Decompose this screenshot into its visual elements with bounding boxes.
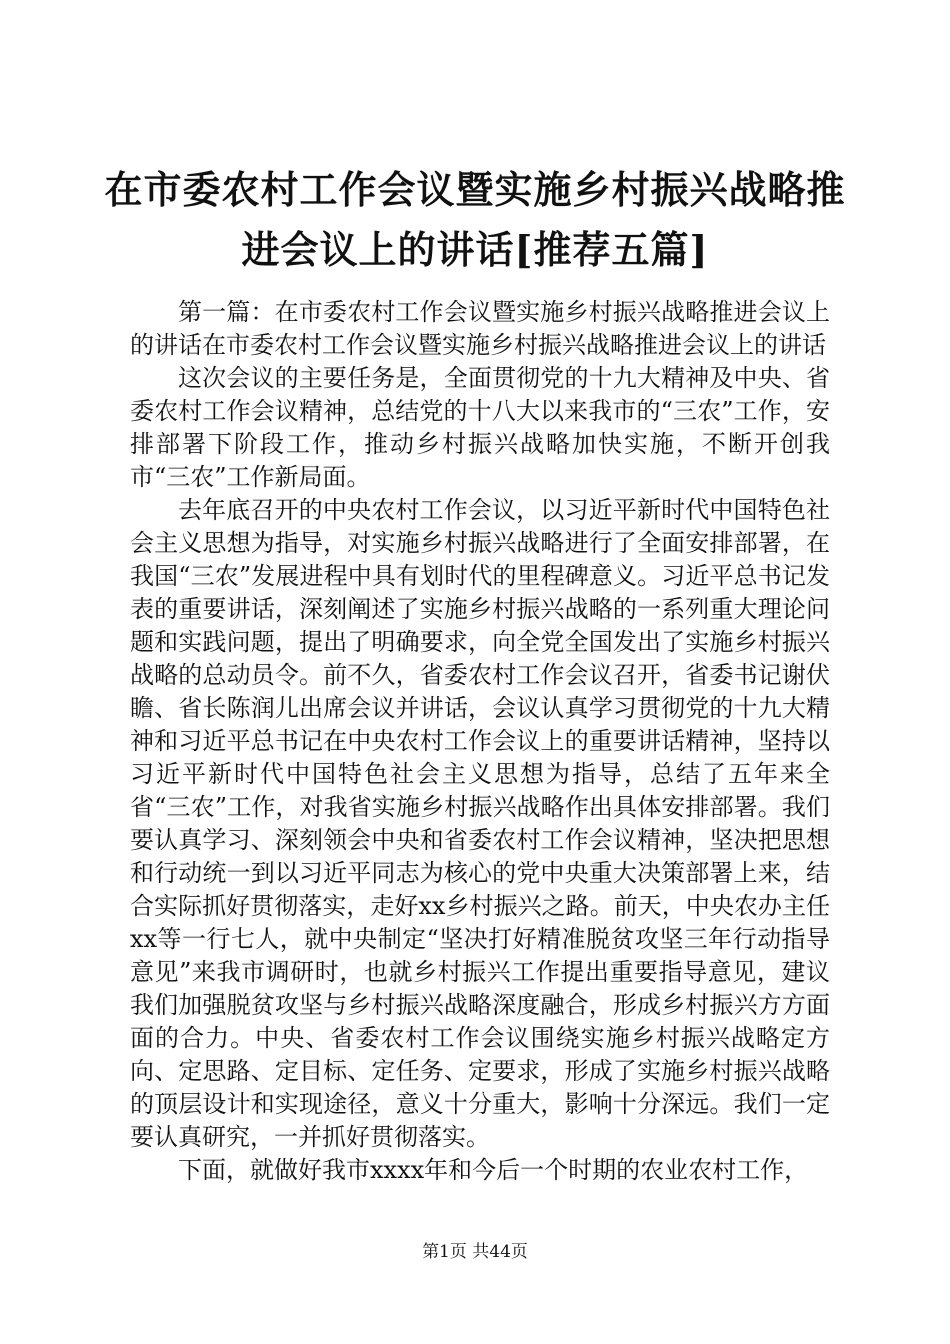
paragraph-1: 第一篇：在市委农村工作会议暨实施乡村振兴战略推进会议上的讲话在市委农村工作会议暨实施乡村振兴战略推进会议上的讲话: [130, 298, 830, 359]
page-number-footer: 第1页 共44页: [422, 1242, 528, 1262]
document-body: [130, 296, 830, 1187]
paragraph-4: 下面，就做好我市xxxx年和今后一个时期的农业农村工作，: [178, 1156, 809, 1184]
paragraph-2: 这次会议的主要任务是，全面贯彻党的十九大精神及中央、省委农村工作会议精神，总结党的十八大以来我市的“三农”工作，安排部署下阶段工作，推动乡村振兴战略加快实施，不断开创我市“三农”工作新局面。: [130, 364, 830, 491]
paragraph-3: 去年底召开的中央农村工作会议，以习近平新时代中国特色社会主义思想为指导，对实施乡村振兴战略进行了全面安排部署，在我国“三农”发展进程中具有划时代的里程碑意义。习近平总书记发表的重要讲话，深刻阐述了实施乡村振兴战略的一系列重大理论问题和实践问题，提出了明确要求，向全党全国发出了实施乡村振兴战略的总动员令。前不久，省委农村工作会议召开，省委书记谢伏瞻、省长陈润儿出席会议并讲话，会议认真学习贯彻党的十九大精神和习近平总书记在中央农村工作会议上的重要讲话精神，坚持以习近平新时代中国特色社会主义思想为指导，总结了五年来全省“三农”工作，对我省实施乡村振兴战略作出具体安排部署。我们要认真学习、深刻领会中央和省委农村工作会议精神，坚决把思想和行动统一到以习近平同志为核心的党中央重大决策部署上来，结合实际抓好贯彻落实，走好xx乡村振兴之路。前天，中央农办主任xx等一行七人，就中央制定“坚决打好精准脱贫攻坚三年行动指导意见”来我市调研时，也就乡村振兴工作提出重要指导意见，建议我们加强脱贫攻坚与乡村振兴战略深度融合，形成乡村振兴方方面面的合力。中央、省委农村工作会议围绕实施乡村振兴战略定方向、定思路、定目标、定任务、定要求，形成了实施乡村振兴战略的顶层设计和实现途径，意义十分重大，影响十分深远。我们一定要认真研究，一并抓好贯彻落实。: [130, 496, 830, 1151]
document-title: 在市委农村工作会议暨实施乡村振兴战略推进会议上的讲话[推荐五篇]: [104, 167, 846, 272]
